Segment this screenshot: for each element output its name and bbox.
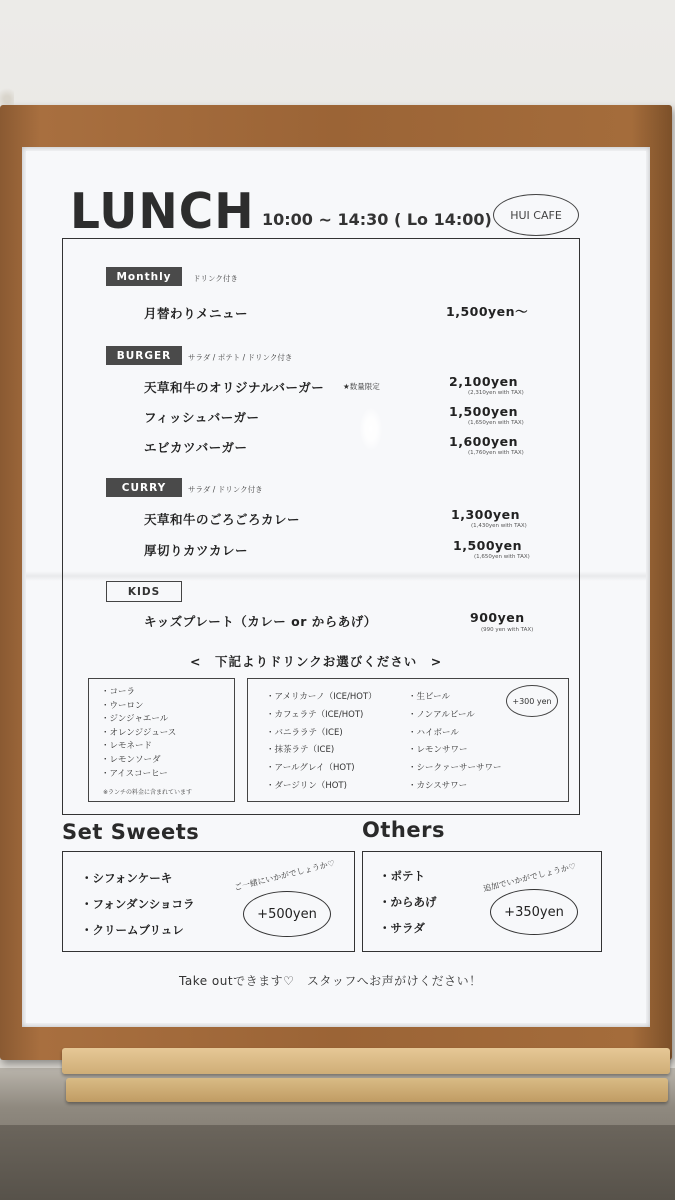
section-tag-curry: CURRY bbox=[106, 478, 182, 497]
others-title: Others bbox=[362, 818, 445, 842]
menu-title: LUNCH bbox=[70, 183, 255, 240]
extra-drink-list-2 bbox=[408, 689, 502, 796]
drink-item: ・シークァーサーサワー bbox=[408, 763, 502, 774]
item-name: フィッシュバーガー bbox=[144, 410, 260, 425]
drink-item: ・ジンジャエール bbox=[101, 714, 169, 725]
item-price: 1,500yen bbox=[453, 538, 523, 553]
item-tax-price: (1,430yen with TAX) bbox=[471, 523, 527, 529]
others-price: +350yen bbox=[490, 889, 578, 935]
extra-drink-price: +300 yen bbox=[506, 685, 558, 717]
item-name: 厚切りカツカレー bbox=[144, 543, 249, 558]
item-tax-price: (990 yen with TAX) bbox=[481, 627, 534, 633]
drink-item: ・アイスコーヒー bbox=[101, 768, 168, 779]
drink-item: ・ウーロン bbox=[101, 700, 144, 711]
stand-bar-top bbox=[62, 1048, 670, 1074]
sweets-item: ・フォンダンショコラ bbox=[81, 897, 195, 911]
item-price: 2,100yen bbox=[449, 374, 519, 389]
sweets-note: ご一緒にいかがでしょうか♡ bbox=[233, 858, 336, 893]
item-price: 1,600yen bbox=[449, 434, 519, 449]
item-name: キッズプレート（カレー or からあげ） bbox=[144, 614, 377, 629]
lunch-hours: 10:00 ~ 14:30 ( Lo 14:00) bbox=[262, 210, 492, 229]
others-item: ・ポテト bbox=[379, 869, 425, 883]
extra-drink-list-1 bbox=[266, 689, 377, 796]
item-price: 1,500yen〜 bbox=[446, 304, 529, 319]
drink-item: ・ダージリン（HOT) bbox=[266, 780, 347, 791]
item-name: 月替わりメニュー bbox=[144, 306, 249, 321]
item-tax-price: (2,310yen with TAX) bbox=[468, 390, 524, 396]
included-note: ※ランチの料金に含まれています bbox=[103, 789, 193, 796]
shelf-edge bbox=[0, 1125, 675, 1200]
item-name: 天草和牛のごろごろカレー bbox=[144, 512, 301, 527]
item-tax-price: (1,650yen with TAX) bbox=[474, 554, 530, 560]
limited-badge: ★数量限定 bbox=[343, 382, 380, 391]
sweets-item: ・シフォンケーキ bbox=[81, 871, 173, 885]
drink-heading: < 下記よりドリンクお選びください > bbox=[190, 654, 443, 669]
item-name: エビカツバーガー bbox=[144, 440, 248, 455]
others-list bbox=[379, 863, 437, 941]
drink-item: ・ノンアルビール bbox=[408, 709, 475, 720]
item-price: 900yen bbox=[470, 610, 525, 625]
others-note: 追加でいかがでしょうか♡ bbox=[482, 861, 577, 894]
others-item: ・からあげ bbox=[379, 895, 437, 909]
item-price: 1,300yen bbox=[451, 507, 521, 522]
section-tag-monthly: Monthly bbox=[106, 267, 182, 286]
drink-item: ・カフェラテ（ICE/HOT) bbox=[266, 709, 364, 720]
section-note-burger: サラダ / ポテト / ドリンク付き bbox=[188, 353, 293, 362]
item-tax-price: (1,650yen with TAX) bbox=[468, 420, 524, 426]
drink-item: ・抹茶ラテ（ICE) bbox=[266, 745, 335, 756]
drink-item: ・アメリカーノ（ICE/HOT） bbox=[266, 692, 377, 702]
set-sweets-title: Set Sweets bbox=[62, 820, 200, 844]
section-note-curry: サラダ / ドリンク付き bbox=[188, 485, 263, 494]
section-note-monthly: ドリンク付き bbox=[193, 274, 238, 283]
drink-item: ・生ビール bbox=[408, 692, 450, 702]
drink-item: ・レモンソーダ bbox=[101, 754, 161, 765]
drink-item: ・レモンサワー bbox=[408, 745, 468, 756]
item-price: 1,500yen bbox=[449, 404, 519, 419]
light-glare bbox=[360, 408, 382, 450]
included-drink-list bbox=[101, 686, 176, 781]
item-tax-price: (1,760yen with TAX) bbox=[468, 450, 524, 456]
item-name: 天草和牛のオリジナルバーガー bbox=[144, 380, 325, 395]
drink-item: ・カシスサワー bbox=[408, 780, 468, 791]
stand-bar-bottom bbox=[66, 1078, 668, 1102]
others-box bbox=[362, 851, 602, 952]
others-item: ・サラダ bbox=[379, 921, 425, 935]
takeout-note: Take outできます♡ スタッフへお声がけください！ bbox=[179, 974, 482, 988]
sweets-price: +500yen bbox=[243, 891, 331, 937]
drink-item: ・レモネード bbox=[101, 741, 153, 752]
set-sweets-box bbox=[62, 851, 355, 952]
drink-item: ・バニララテ（ICE) bbox=[266, 727, 343, 738]
cafe-logo: HUI CAFE bbox=[493, 194, 579, 236]
drink-item: ・コーラ bbox=[101, 687, 136, 697]
section-tag-kids: KIDS bbox=[106, 581, 182, 602]
drink-item: ・ハイボール bbox=[408, 727, 459, 738]
drink-item: ・オレンジジュース bbox=[101, 727, 177, 738]
included-drinks-box bbox=[88, 678, 235, 802]
drink-item: ・アールグレイ（HOT) bbox=[266, 763, 355, 774]
sweets-item: ・クリームブリュレ bbox=[81, 923, 184, 937]
sweets-list bbox=[81, 865, 195, 943]
section-tag-burger: BURGER bbox=[106, 346, 182, 365]
